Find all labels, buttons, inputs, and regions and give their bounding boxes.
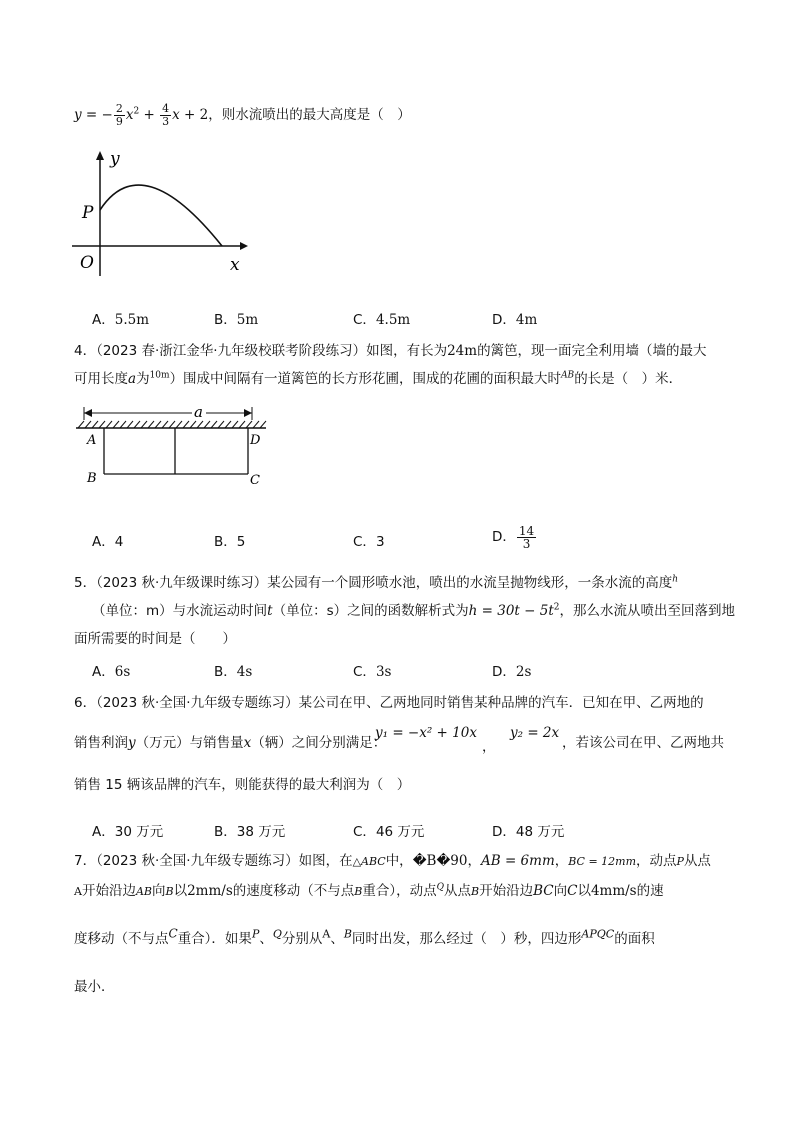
hatch-line (106, 421, 112, 428)
x-axis-arrow (240, 242, 248, 250)
text: ，那么水流从喷出至回落到地 (559, 603, 735, 619)
arrow-left (84, 409, 92, 417)
hatch-line (253, 421, 259, 428)
text: 中， (385, 853, 413, 869)
point-p-label: P (82, 203, 94, 223)
point-a-label: A (87, 433, 97, 448)
option-letter: A． (92, 312, 115, 328)
math: 4mm/s (590, 883, 637, 899)
hatch-line (225, 421, 231, 428)
text: （辆）之间分别满足： (251, 735, 387, 751)
hatch-line (148, 421, 154, 428)
q6-option-d[interactable] (492, 820, 564, 840)
text: ，动点 (636, 853, 677, 869)
math: y₂ = 2x (510, 725, 560, 741)
q5-option-a[interactable] (92, 660, 130, 680)
q6-option-c[interactable] (353, 820, 424, 840)
hatch-line (232, 421, 238, 428)
text: 、 (330, 931, 344, 947)
option-value: 4 (114, 534, 124, 550)
fraction-4-3 (160, 103, 171, 128)
math: Q (272, 927, 282, 941)
text: 可用长度 (74, 371, 128, 387)
text: 最小． (74, 979, 115, 995)
math: a (128, 371, 137, 387)
q3-option-c[interactable] (353, 308, 410, 328)
formula-x: x (125, 107, 134, 123)
point-c-label: C (250, 473, 260, 488)
option-letter: A． (92, 824, 115, 840)
q4-option-d[interactable] (492, 518, 537, 556)
text: 为 (136, 371, 150, 387)
hatch-line (260, 421, 266, 428)
formula-tail: + 2 (179, 107, 209, 123)
text: 度移动（不与点 (74, 931, 169, 947)
q7-line-3 (74, 924, 655, 954)
hatch-line (78, 421, 84, 428)
option-value: 5m (236, 312, 259, 328)
origin-label: O (80, 253, 94, 273)
text: 7．（2023 秋·全国·九年级专题练习）如图，在 (74, 853, 353, 869)
text: 开始沿边 (479, 883, 534, 899)
math: B (165, 885, 174, 898)
option-value: 2s (515, 664, 532, 680)
text: 面所需要的时间是（ ） (74, 631, 236, 647)
hatch-line (176, 421, 182, 428)
q4-option-b[interactable] (214, 530, 245, 550)
hatch-line (99, 421, 105, 428)
frac-den: 3 (522, 536, 531, 551)
text: 以 (577, 883, 591, 899)
q4-option-a[interactable] (92, 530, 123, 550)
q3-question-text: ，则水流喷出的最大高度是（ ） (208, 107, 411, 123)
math: AB (135, 885, 152, 898)
hatch-line (92, 421, 98, 428)
hatch-line (169, 421, 175, 428)
option-letter: D． (492, 664, 516, 680)
formula-plus: + (139, 107, 160, 123)
math: B (343, 927, 352, 941)
math: APQC (581, 927, 615, 941)
option-value: 4m (515, 312, 538, 328)
math: h = 30t − 5t (468, 603, 554, 619)
hatch-line (246, 421, 252, 428)
math: P (676, 855, 684, 868)
option-value: 4.5m (375, 312, 411, 328)
text: 向 (151, 883, 166, 899)
q3-parabola-graph (72, 148, 252, 278)
option-value: 3 (375, 534, 385, 550)
text: 销售利润 (74, 735, 128, 751)
text: 重合），动点 (362, 883, 437, 899)
wall-hatching (78, 421, 266, 428)
formula-x2: x (172, 107, 180, 123)
text: 同时出发，那么经过（ ）秒，四边形 (351, 931, 582, 947)
hatch-line (204, 421, 210, 428)
q4-option-c[interactable] (353, 530, 385, 550)
math: C (168, 926, 178, 941)
text: 的速 (636, 883, 664, 899)
text: （万元）与销售量 (135, 735, 244, 751)
frac-num: 2 (115, 101, 123, 115)
math: 2mm/s (187, 883, 233, 899)
text: 分别从 (281, 931, 323, 947)
math: A (74, 885, 82, 898)
option-value: 5 (236, 534, 246, 550)
math: 24m (447, 343, 478, 359)
option-letter: A． (92, 664, 115, 680)
option-value: 38 万元 (236, 824, 286, 840)
math: △ABC (352, 855, 386, 868)
y-axis-label: y (110, 149, 120, 169)
option-letter: C． (353, 312, 376, 328)
option-value: 4s (236, 664, 253, 680)
q6-sep (482, 738, 496, 756)
option-value: 5.5m (114, 312, 150, 328)
math: Q (436, 882, 444, 893)
q3-formula-line (74, 102, 411, 128)
q7-line-2 (74, 882, 664, 901)
q6-option-a[interactable] (92, 820, 163, 840)
math: P (251, 927, 260, 941)
hatch-line (134, 421, 140, 428)
text: 的篱笆，现一面完全利用墙（墙的最大 (477, 343, 707, 359)
math: B (470, 885, 480, 898)
option-value: 48 万元 (515, 824, 565, 840)
text: 的长是（ ）米． (574, 371, 683, 387)
hatch-line (85, 421, 91, 428)
option-letter: B． (214, 312, 237, 328)
q5-option-b[interactable] (214, 660, 252, 680)
option-letter: D． (492, 824, 516, 840)
option-letter: A． (92, 534, 115, 550)
hatch-line (141, 421, 147, 428)
q7-line-4 (74, 978, 115, 996)
math: 2 (553, 602, 560, 613)
text: 的面积 (614, 931, 655, 947)
fraction-2-9 (114, 103, 125, 128)
hatch-line (183, 421, 189, 428)
q4-line-1 (74, 342, 707, 360)
math: B (354, 885, 363, 898)
math: AB = 6mm (480, 853, 555, 869)
formula-pow: 2 (133, 106, 140, 117)
frac-num: 14 (518, 523, 535, 538)
q3-option-d[interactable] (492, 308, 537, 328)
q3-option-a[interactable] (92, 308, 149, 328)
math: AB (561, 370, 575, 381)
q4-fence-figure (74, 404, 274, 488)
option-letter: D． (492, 529, 516, 545)
q6-line-2 (74, 734, 386, 752)
math: h (672, 574, 679, 585)
hatch-line (155, 421, 161, 428)
fraction-14-3 (517, 525, 536, 550)
hatch-line (218, 421, 224, 428)
text: （单位：s）之间的函数解析式为 (272, 603, 469, 619)
arrow-right (244, 409, 252, 417)
q6-formula-1 (375, 724, 477, 742)
q5-line-3 (74, 630, 236, 648)
hatch-line (120, 421, 126, 428)
hatch-line (113, 421, 119, 428)
math: BC = 12mm (568, 855, 637, 868)
option-value: 3s (375, 664, 392, 680)
q6-formula-2 (510, 724, 559, 742)
point-d-label: D (250, 433, 261, 448)
text: 从点 (683, 853, 711, 869)
text: 从点 (443, 883, 471, 899)
q4-line-2 (74, 370, 682, 388)
option-value: 6s (114, 664, 131, 680)
option-letter: C． (353, 534, 376, 550)
text: 4．（2023 春·浙江金华·九年级校联考阶段练习）如图，有长为 (74, 343, 448, 359)
text: 6．（2023 秋·全国·九年级专题练习）某公司在甲、乙两地同时销售某种品牌的汽车．已知在甲、乙两地的 (74, 695, 704, 711)
hatch-line (190, 421, 196, 428)
option-letter: C． (353, 824, 376, 840)
q5-line-2 (92, 602, 735, 620)
q6-line-2-tail (562, 734, 724, 752)
formula-y: y (74, 107, 82, 123)
math: y (128, 735, 136, 751)
text: ，若该公司在甲、乙两地共 (562, 735, 724, 751)
hatch-line (239, 421, 245, 428)
text: ， (554, 853, 569, 869)
option-value: 30 万元 (114, 824, 164, 840)
math: A (322, 927, 331, 941)
text: 销售 15 辆该品牌的汽车，则能获得的最大利润为（ ） (74, 777, 411, 793)
text: 的速度移动（不与点 (232, 883, 355, 899)
hatch-line (162, 421, 168, 428)
frac-den: 9 (115, 114, 123, 128)
q5-line-1 (74, 574, 678, 592)
wall-length-label: a (194, 404, 203, 421)
option-letter: B． (214, 824, 237, 840)
math: t (267, 603, 273, 619)
q6-line-3 (74, 776, 410, 794)
math: �B�90 (412, 853, 468, 869)
q6-option-b[interactable] (214, 820, 285, 840)
q6-line-1 (74, 694, 704, 712)
math: 10m (149, 370, 170, 381)
text: 以 (173, 883, 188, 899)
math: C (567, 883, 578, 899)
math: BC (533, 883, 554, 899)
formula-eq: = − (81, 107, 113, 123)
q5-option-d[interactable] (492, 660, 531, 680)
text: 、 (259, 931, 273, 947)
hatch-line (127, 421, 133, 428)
text: （单位：m）与水流运动时间 (92, 603, 268, 619)
point-b-label: B (87, 471, 97, 486)
text: ， (467, 853, 481, 869)
math: x (243, 735, 252, 751)
text: ）围成中间隔有一道篱笆的长方形花圃，围成的花圃的面积最大时 (169, 371, 562, 387)
text: 5．（2023 秋·九年级课时练习）某公园有一个圆形喷水池，喷出的水流呈抛物线形，一条水流的高度 (74, 575, 673, 591)
frac-den: 3 (162, 114, 170, 128)
option-letter: B． (214, 664, 237, 680)
option-letter: B． (214, 534, 237, 550)
option-letter: D． (492, 312, 516, 328)
option-value: 46 万元 (375, 824, 425, 840)
frac-num: 4 (162, 101, 170, 115)
q5-option-c[interactable] (353, 660, 391, 680)
text: 重合）．如果 (177, 931, 252, 947)
hatch-line (197, 421, 203, 428)
text: ， (482, 739, 496, 755)
x-axis-label: x (230, 255, 240, 275)
q7-line-1 (74, 852, 711, 871)
parabola-curve (100, 185, 222, 246)
hatch-line (211, 421, 217, 428)
text: 向 (553, 883, 568, 899)
option-letter: C． (353, 664, 376, 680)
math: y₁ = −x² + 10x (375, 725, 477, 741)
y-axis-arrow (96, 151, 104, 160)
q3-option-b[interactable] (214, 308, 258, 328)
text: 开始沿边 (81, 883, 136, 899)
